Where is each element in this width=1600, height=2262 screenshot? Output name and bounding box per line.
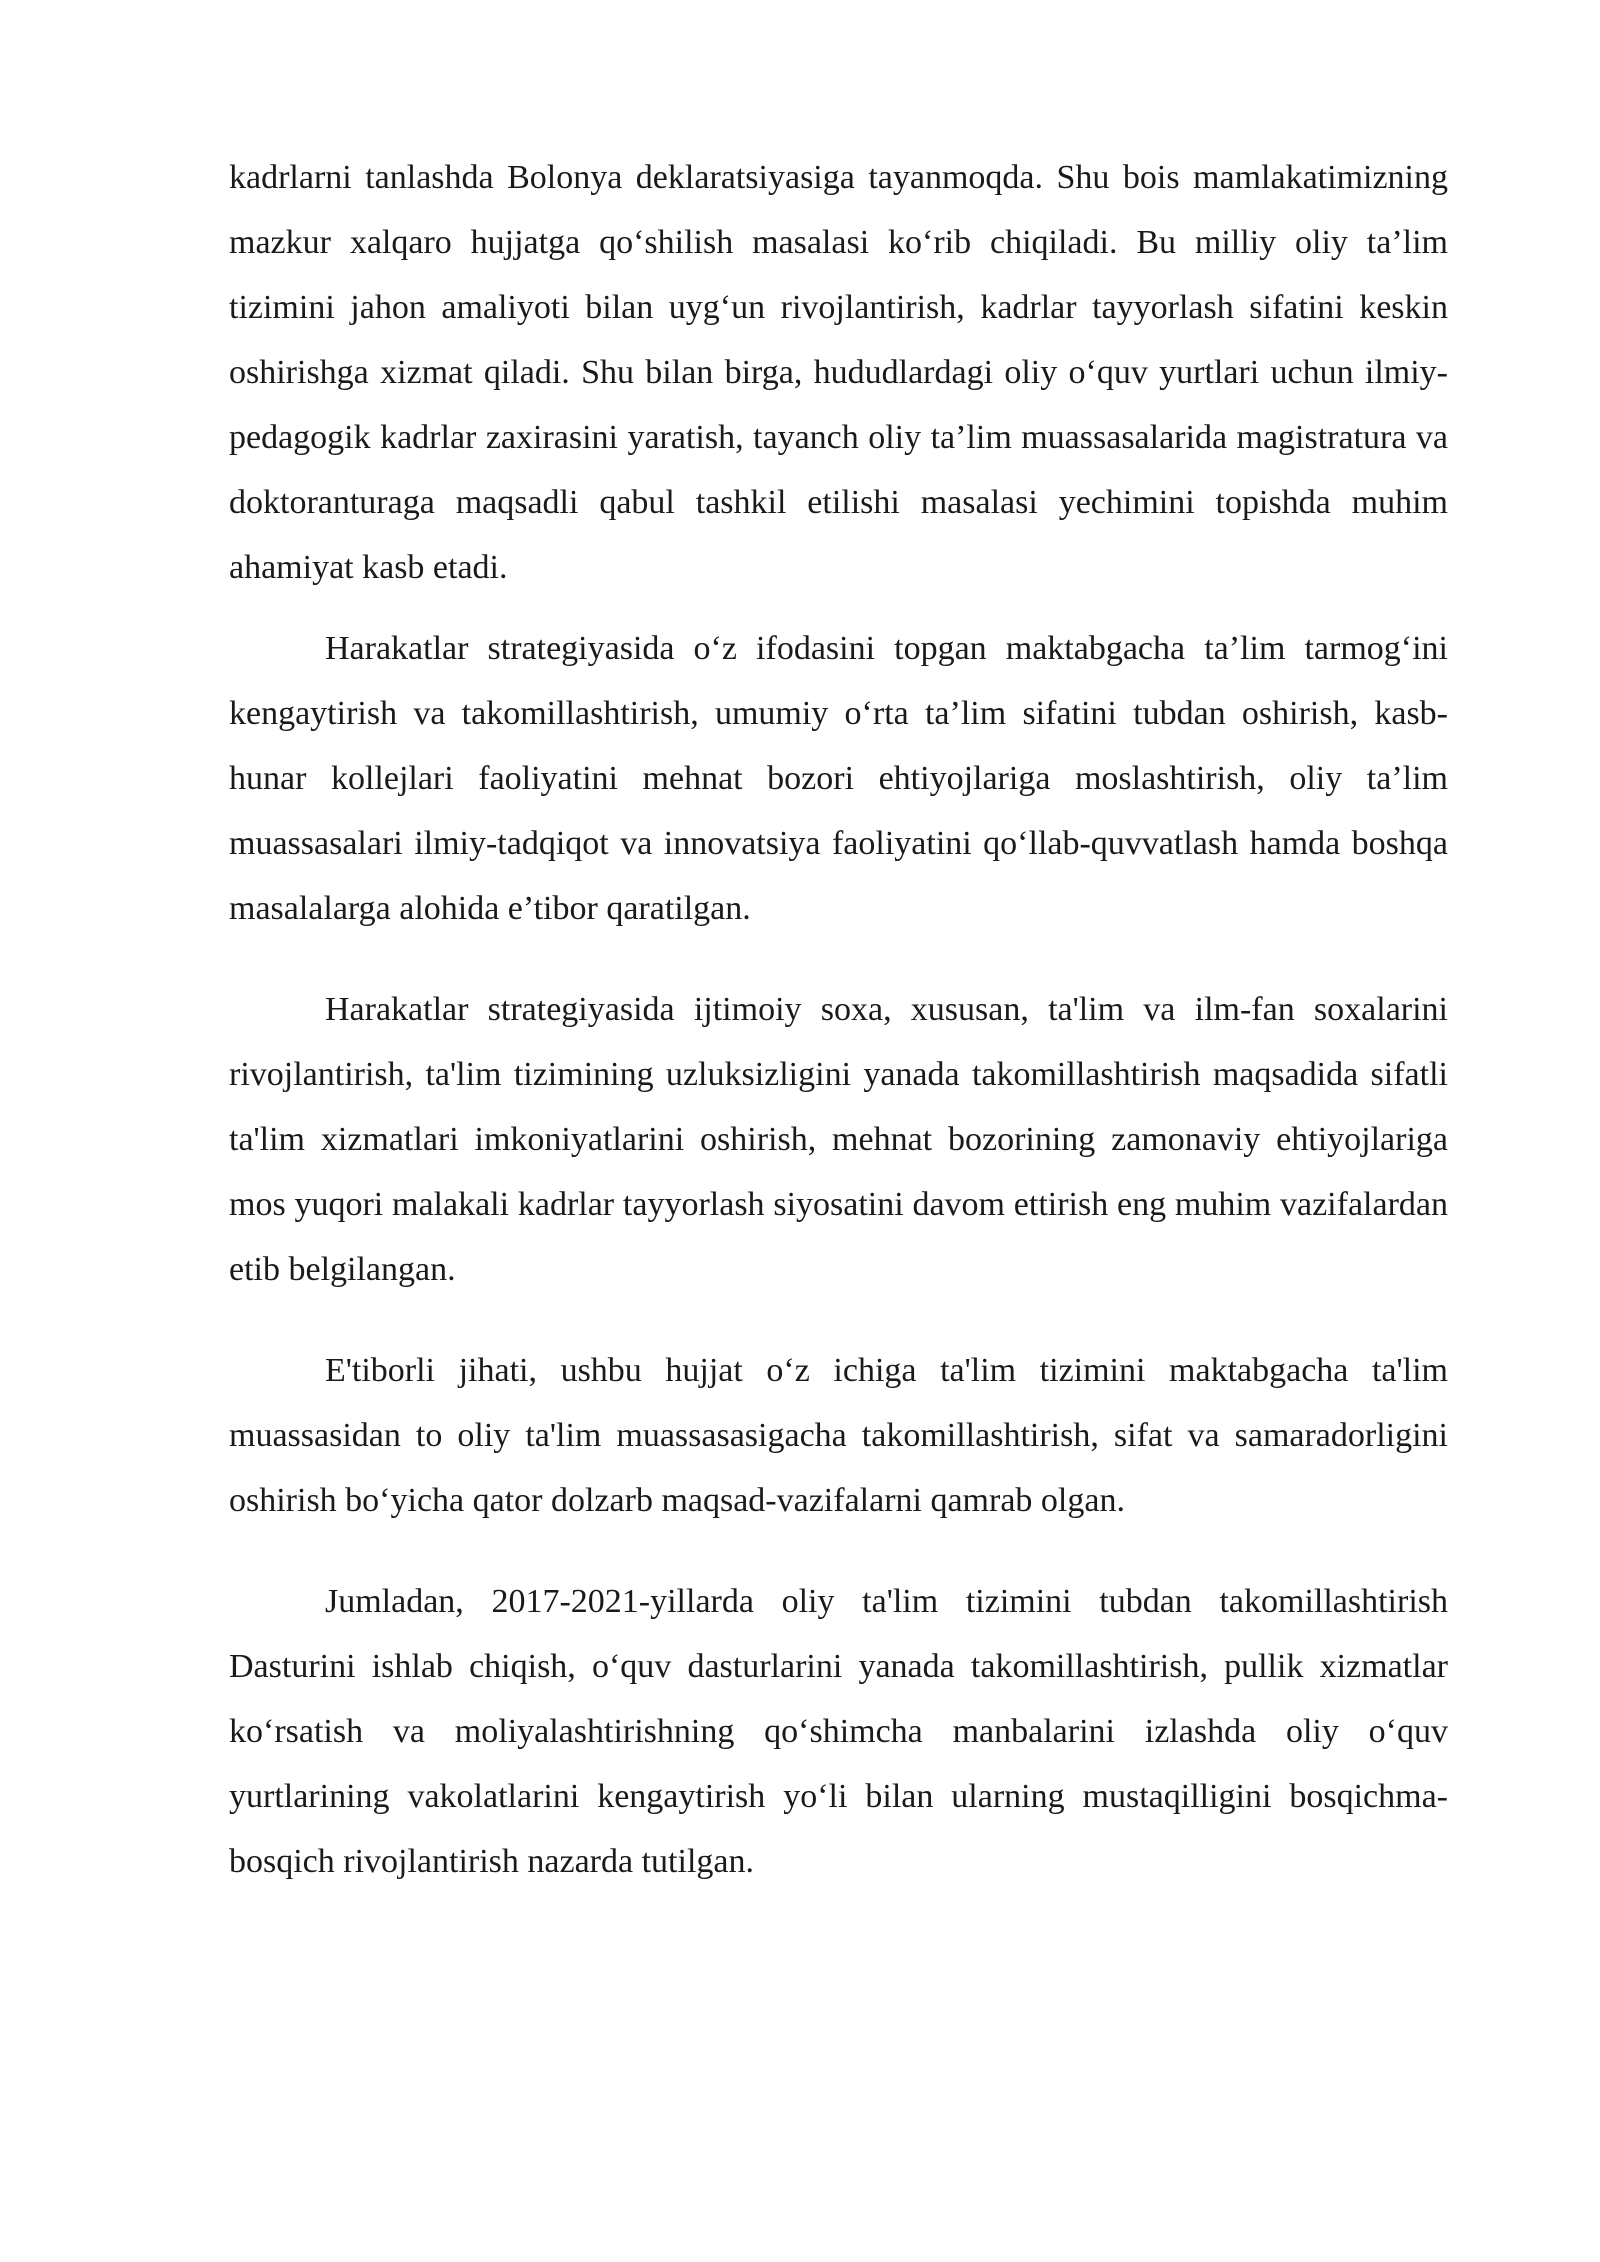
paragraph-program-2017-2021: Jumladan, 2017-2021-yillarda oliy ta'lim tizimini tubdan takomillashtirish Dasturini ishlab chiqish, o‘quv dasturlarini yanada takomillashtirish, pullik xizmatlar ko‘rsatish va moliyalashtirishning qo‘shimcha manbalarini izlashda oliy o‘quv yurtlarining vakolatlarini kengaytirish yo‘li bilan ularning mustaqilligini bosqichma-bosqich rivojlantirish nazarda tutilgan. (229, 1583, 1448, 1880)
document-body (229, 145, 1448, 1894)
paragraph-social-sphere: Harakatlar strategiyasida ijtimoiy soxa, xususan, ta'lim va ilm-fan soxalarini rivojlantirish, ta'lim tizimining uzluksizligini yanada takomillashtirish maqsadida sifatli ta'lim xizmatlari imkoniyatlarini oshirish, mehnat bozorining zamonaviy ehtiyojlariga mos yuqori malakali kadrlar tayyorlash siyosatini davom ettirish eng muhim vazifalardan etib belgilangan. (229, 991, 1448, 1288)
paragraph-strategy-priorities: Harakatlar strategiyasida o‘z ifodasini topgan maktabgacha ta’lim tarmog‘ini kengaytirish va takomillashtirish, umumiy o‘rta ta’lim sifatini tubdan oshirish, kasb-hunar kollejlari faoliyatini mehnat bozori ehtiyojlariga moslashtirish, oliy ta’lim muassasalari ilmiy-tadqiqot va innovatsiya faoliyatini qo‘llab-quvvatlash hamda boshqa masalalarga alohida e’tibor qaratilgan. (229, 630, 1448, 927)
paragraph-continuation: kadrlarni tanlashda Bolonya deklaratsiyasiga tayanmoqda. Shu bois mamlakatimizning mazkur xalqaro hujjatga qo‘shilish masalasi ko‘rib chiqiladi. Bu milliy oliy ta’lim tizimini jahon amaliyoti bilan uyg‘un rivojlantirish, kadrlar tayyorlash sifatini keskin oshirishga xizmat qiladi. Shu bilan birga, hududlardagi oliy o‘quv yurtlari uchun ilmiy-pedagogik kadrlar zaxirasini yaratish, tayanch oliy ta’lim muassasalarida magistratura va doktoranturaga maqsadli qabul tashkil etilishi masalasi yechimini topishda muhim ahamiyat kasb etadi. (229, 159, 1448, 586)
paragraph-notable-aspect: E'tiborli jihati, ushbu hujjat o‘z ichiga ta'lim tizimini maktabgacha ta'lim muassasidan to oliy ta'lim muassasasigacha takomillashtirish, sifat va samaradorligini oshirish bo‘yicha qator dolzarb maqsad-vazifalarni qamrab olgan. (229, 1352, 1448, 1519)
